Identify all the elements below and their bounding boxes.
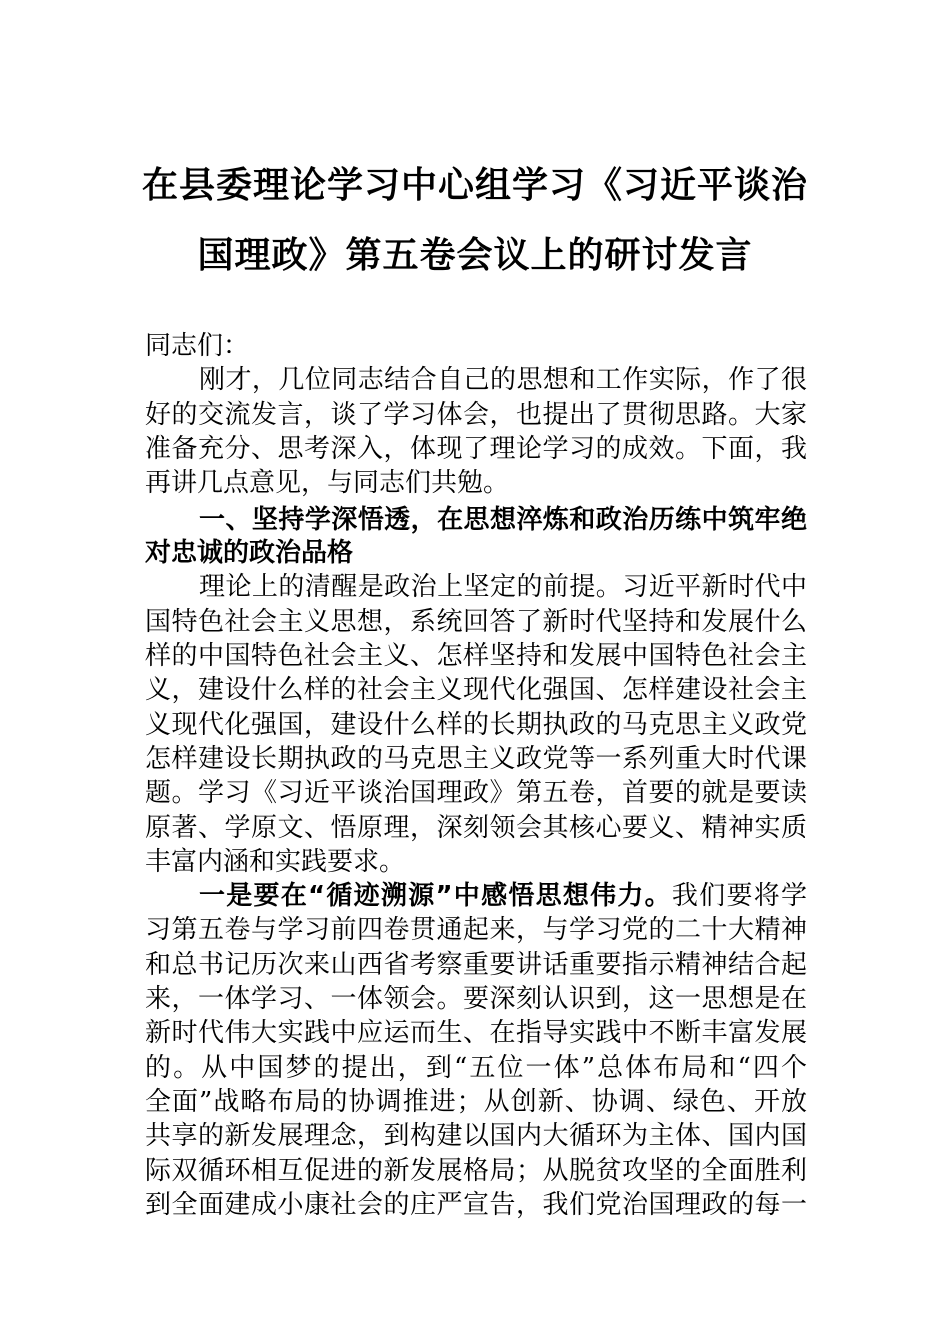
line-text: 题。学习《习近平谈治国理政》第五卷，首要的就是要读 (145, 778, 807, 809)
salutation (145, 329, 807, 363)
text-line (145, 639, 807, 673)
line-text: 的。从中国梦的提出，到“五位一体”总体布局和“四个 (145, 1052, 807, 1083)
line-text: 刚才，几位同志结合自己的思想和工作实际，作了很 (199, 365, 807, 396)
line-text: 义，建设什么样的社会主义现代化强国、怎样建设社会主 (145, 675, 807, 706)
paragraph (145, 363, 807, 500)
text-line (145, 845, 807, 879)
text-line (145, 570, 807, 604)
line-text: 共享的新发展理念，到构建以国内大循环为主体、国内国 (145, 1121, 807, 1152)
line-text: 到全面建成小康社会的庄严宣告，我们党治国理政的每一 (145, 1189, 807, 1220)
line-text: 全面”战略布局的协调推进；从创新、协调、绿色、开放 (145, 1086, 807, 1117)
text-line (145, 811, 807, 845)
text-line (145, 673, 807, 707)
line-text: 好的交流发言，谈了学习体会，也提出了贯彻思路。大家 (145, 399, 807, 430)
line-text: 我们要将学 (671, 881, 807, 912)
paragraph (145, 570, 807, 879)
line-text: 再讲几点意见，与同志们共勉。 (145, 468, 510, 499)
document-body (145, 329, 807, 1222)
line-text: 习第五卷与学习前四卷贯通起来，与学习党的二十大精神 (145, 915, 807, 946)
line-text: 来，一体学习、一体领会。要深刻认识到，这一思想是在 (145, 984, 807, 1015)
text-line (145, 329, 807, 363)
line-text: 国特色社会主义思想，系统回答了新时代坚持和发展什么 (145, 606, 807, 637)
line-text: 际双循环相互促进的新发展格局；从脱贫攻坚的全面胜利 (145, 1155, 807, 1186)
text-line (145, 1016, 807, 1050)
line-text: 一、坚持学深悟透，在思想淬炼和政治历练中筑牢绝 (199, 505, 807, 536)
line-text: 原著、学原文、悟原理，深刻领会其核心要义、精神实质 (145, 812, 807, 843)
line-text: 理论上的清醒是政治上坚定的前提。习近平新时代中 (199, 572, 807, 603)
text-line (145, 708, 807, 742)
text-line (145, 982, 807, 1016)
line-text: 怎样建设长期执政的马克思主义政党等一系列重大时代课 (145, 743, 807, 774)
text-line (145, 776, 807, 810)
line-text: 对忠诚的政治品格 (145, 538, 354, 569)
text-line (145, 1051, 807, 1085)
text-line (145, 879, 807, 913)
text-line (145, 537, 807, 570)
line-text: 样的中国特色社会主义、怎样坚持和发展中国特色社会主 (145, 641, 807, 672)
text-line (145, 466, 807, 500)
paragraph (145, 879, 807, 1222)
text-line (145, 1085, 807, 1119)
text-line (145, 504, 807, 537)
text-line (145, 605, 807, 639)
text-line (145, 432, 807, 466)
bold-lead-sentence: 一是要在“循迹溯源”中感悟思想伟力。 (199, 881, 672, 912)
line-text: 丰富内涵和实践要求。 (145, 846, 406, 877)
line-text: 和总书记历次来山西省考察重要讲话重要指示精神结合起 (145, 949, 807, 980)
section-heading (145, 504, 807, 570)
line-text: 新时代伟大实践中应运而生、在指导实践中不断丰富发展 (145, 1018, 807, 1049)
text-line (145, 1188, 807, 1222)
document-title-line-1: 在县委理论学习中心组学习《习近平谈治 (141, 164, 808, 206)
text-line (145, 363, 807, 397)
line-text: 准备充分、思考深入，体现了理论学习的成效。下面，我 (145, 433, 807, 464)
text-line (145, 742, 807, 776)
text-line (145, 1154, 807, 1188)
text-line (145, 1119, 807, 1153)
line-text: 同志们： (145, 331, 250, 361)
text-line (145, 398, 807, 432)
text-line (145, 948, 807, 982)
text-line (145, 913, 807, 947)
document-title-line-2: 国理政》第五卷会议上的研讨发言 (197, 234, 753, 276)
line-text: 义现代化强国，建设什么样的长期执政的马克思主义政党 (145, 709, 807, 740)
